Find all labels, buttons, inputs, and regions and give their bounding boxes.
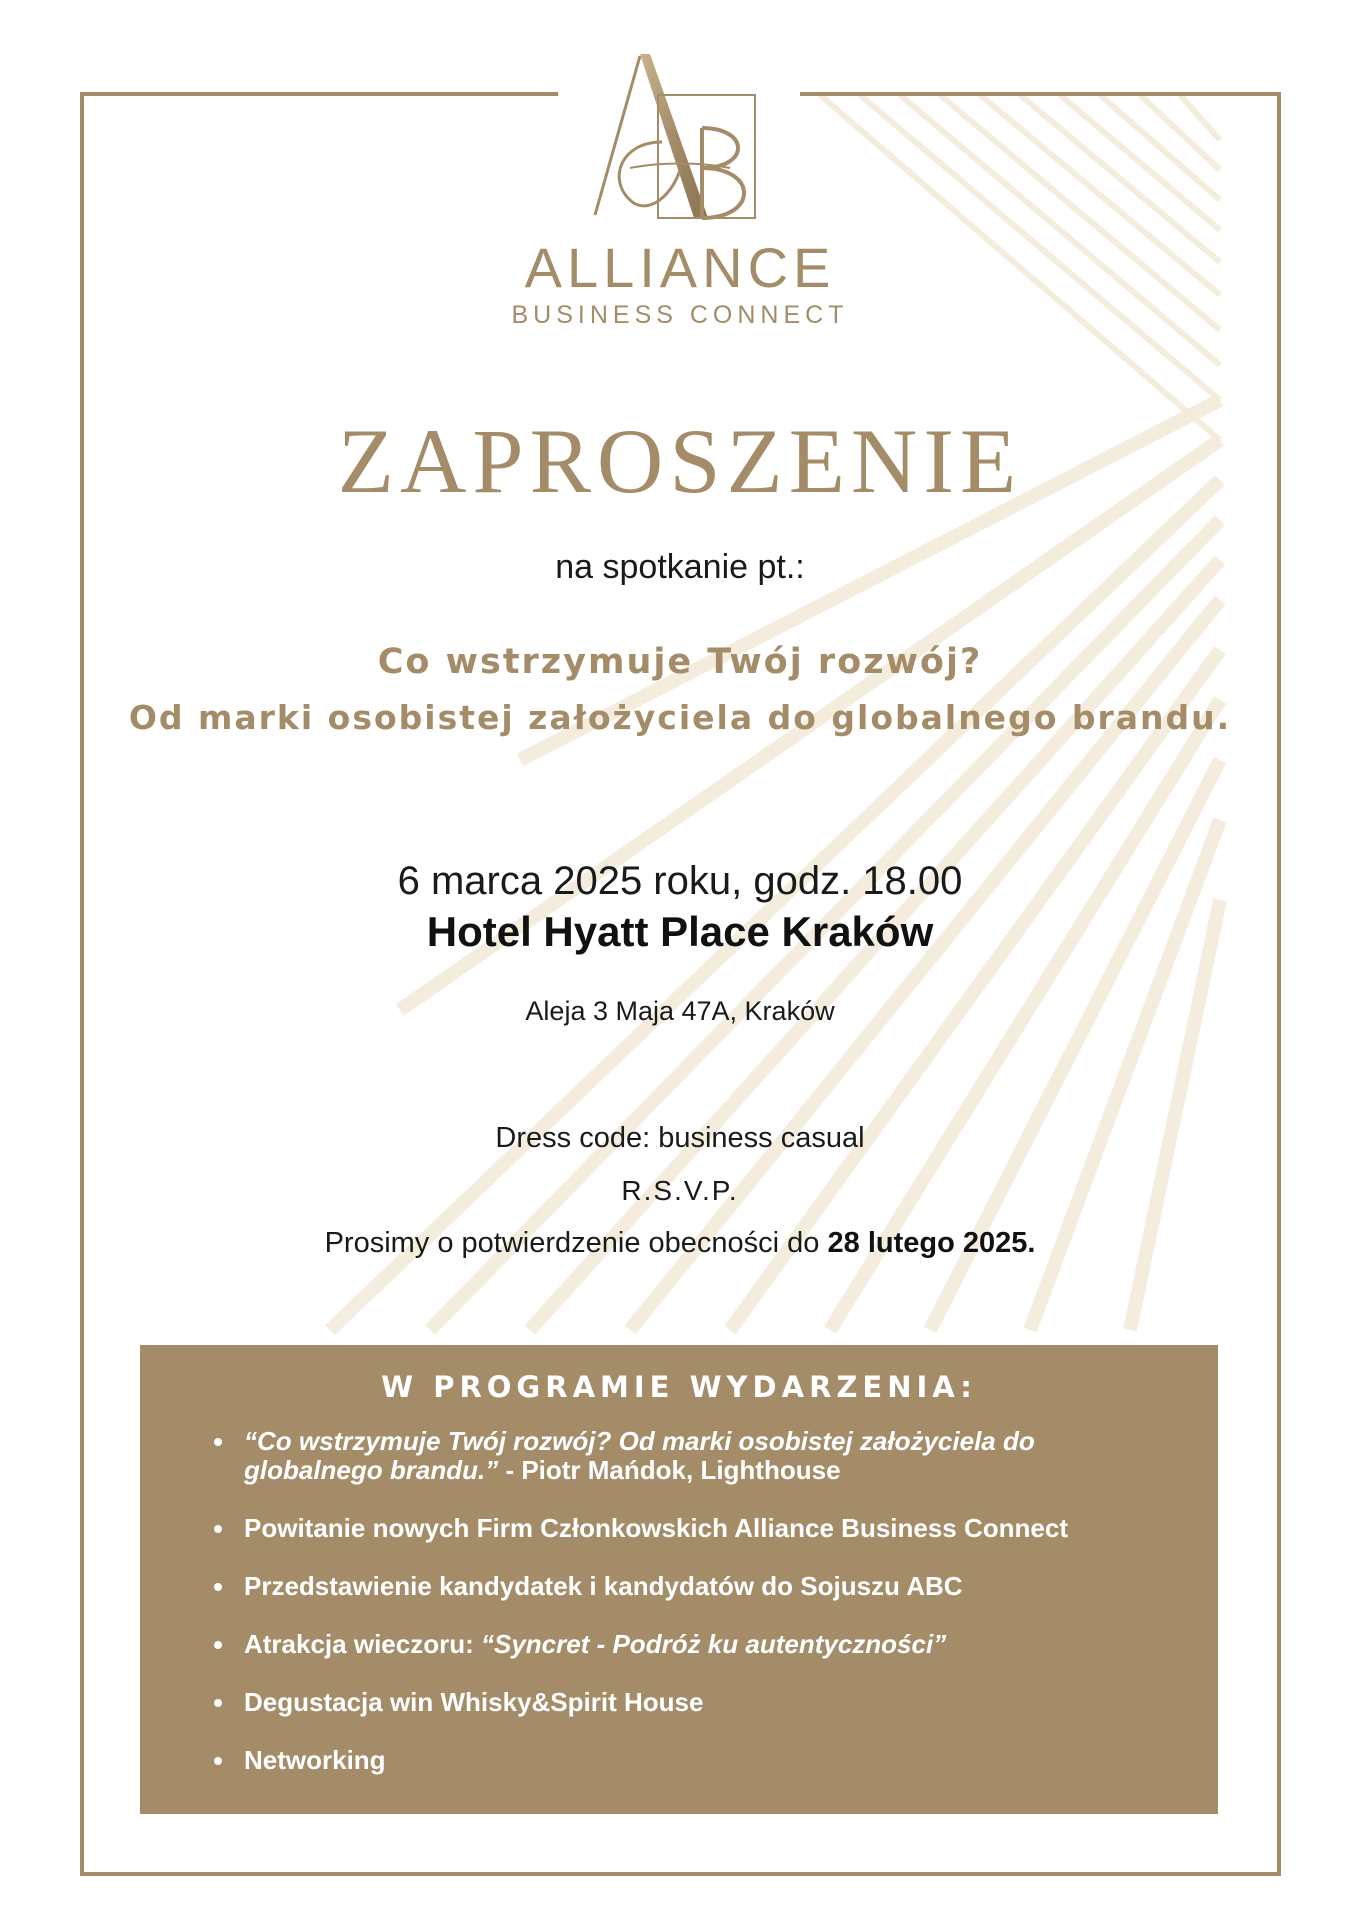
program-item-2-text: Powitanie nowych Firm Członkowskich Alliance Business Connect (244, 1513, 1068, 1543)
program-item-5 (210, 1688, 1170, 1717)
bullet-icon (214, 1438, 222, 1446)
program-item-5-text: Degustacja win Whisky&Spirit House (244, 1687, 704, 1717)
program-item-1-italic-line-2: globalnego brandu.” (244, 1455, 499, 1485)
program-item-4-prefix: Atrakcja wieczoru: (244, 1629, 481, 1659)
program-list (210, 1427, 1170, 1804)
program-item-6-text: Networking (244, 1745, 386, 1775)
program-title: W PROGRAMIE WYDARZENIA: (381, 1370, 977, 1404)
frame-bottom (80, 1872, 1281, 1876)
event-address: Aleja 3 Maja 47A, Kraków (525, 996, 835, 1026)
rsvp-confirmation-text: Prosimy o potwierdzenie obecności do (324, 1227, 828, 1259)
dress-code: Dress code: business casual (495, 1122, 865, 1154)
program-item-3 (210, 1572, 1170, 1601)
acb-monogram-logo (590, 50, 770, 225)
topic-line-1: Co wstrzymuje Twój rozwój? (377, 642, 983, 682)
frame-right (1277, 92, 1281, 1876)
bullet-icon (214, 1757, 222, 1765)
invitation-subtitle: na spotkanie pt.: (555, 548, 805, 586)
program-item-1 (210, 1427, 1170, 1485)
brand-name: ALLIANCE (524, 236, 836, 299)
frame-top-left (80, 92, 558, 96)
frame-left (80, 92, 84, 1876)
topic-line-2: Od marki osobistej założyciela do globalnego brandu. (128, 698, 1232, 737)
program-item-2 (210, 1514, 1170, 1543)
bullet-icon (214, 1583, 222, 1591)
program-box (140, 1345, 1218, 1814)
event-date: 6 marca 2025 roku, godz. 18.00 (397, 859, 963, 903)
program-item-1-italic-line-1: “Co wstrzymuje Twój rozwój? Od marki osobistej założyciela do (244, 1426, 1035, 1456)
bullet-icon (214, 1641, 222, 1649)
frame-top-right (800, 92, 1281, 96)
bullet-icon (214, 1699, 222, 1707)
program-item-4 (210, 1630, 1170, 1659)
invitation-title: ZAPROSZENIE (337, 410, 1023, 512)
program-item-6 (210, 1746, 1170, 1775)
rsvp-deadline: 28 lutego 2025. (827, 1227, 1036, 1259)
bullet-icon (214, 1525, 222, 1533)
brand-tagline: BUSINESS CONNECT (511, 301, 849, 329)
program-item-3-text: Przedstawienie kandydatek i kandydatów do Sojuszu ABC (244, 1571, 963, 1601)
event-venue: Hotel Hyatt Place Kraków (426, 908, 934, 955)
program-item-1-speaker: - Piotr Mańdok, Lighthouse (498, 1455, 841, 1485)
rsvp-confirmation (80, 1229, 1280, 1258)
program-item-4-italic: “Syncret - Podróż ku autentyczności” (480, 1629, 947, 1659)
rsvp-label: R.S.V.P. (621, 1175, 739, 1206)
